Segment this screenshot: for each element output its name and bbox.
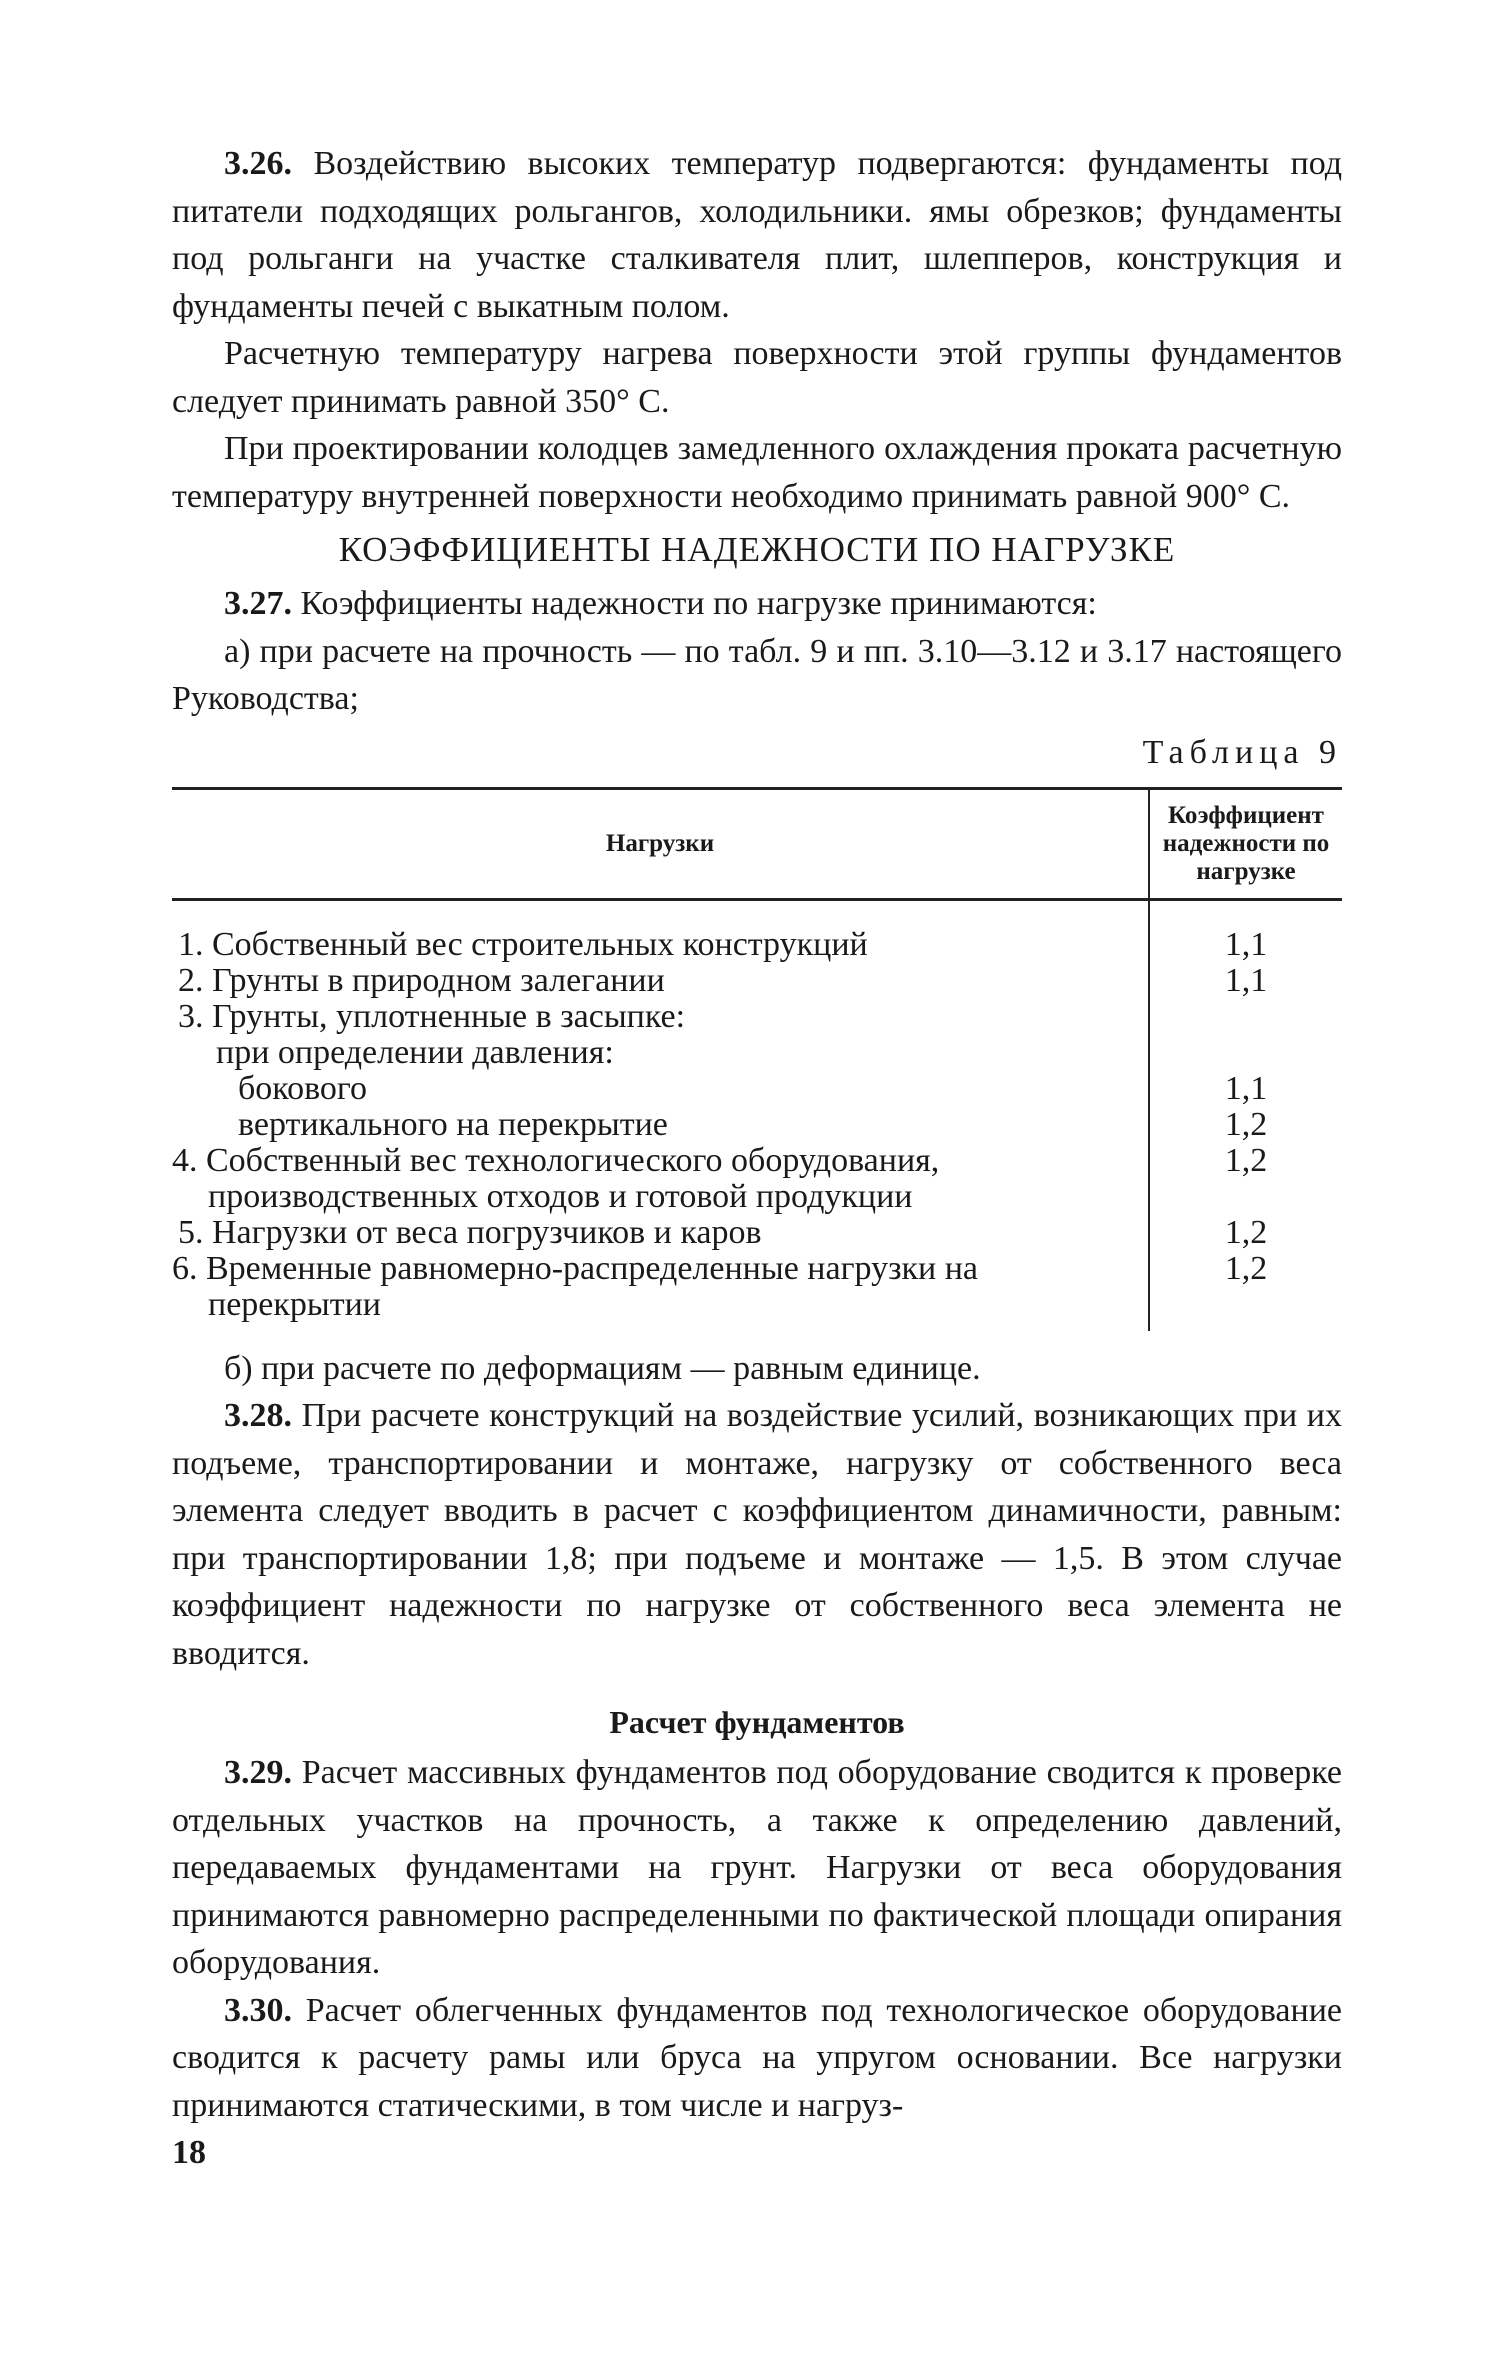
table-row	[172, 963, 1342, 999]
row-coefficient: 1,2	[1149, 1107, 1342, 1143]
table-row	[172, 1107, 1342, 1143]
paragraph-number: 3.28.	[224, 1397, 292, 1434]
row-label: при определении давления:	[216, 1033, 614, 1071]
paragraph-number: 3.26.	[224, 145, 292, 182]
paragraph-3-27-a: а) при расчете на прочность — по табл. 9 и пп. 3.10—3.12 и 3.17 настоящего Руководства;	[172, 632, 1342, 717]
paragraph-text: Воздействию высоких температур подвергаются: фундаменты под питатели подходящих рольгангов, холодильники. ямы обрезков; фундаменты под рольганги на участке сталкивателя плит, шлепперов, конструкция и фундаменты печей с выкатным полом.	[172, 145, 1343, 325]
row-coefficient	[1149, 999, 1342, 1035]
table-row	[172, 899, 1342, 963]
paragraph-text: Расчет массивных фундаментов под оборудование сводится к проверке отдельных участков на прочность, а также к определению давлений, передаваемых фундаментами на грунт. Нагрузки от веса оборудования принимаются равномерно распределенными по фактической площади опирания оборудования.	[172, 1754, 1342, 1981]
paragraph-text: Расчет облегченных фундаментов под технологическое оборудование сводится к расчету рамы или бруса на упругом основании. Все нагрузки принимаются статическими, в том числе и нагруз-	[172, 1991, 1343, 2124]
paragraph-number: 3.30.	[224, 1991, 292, 2029]
row-label: 4. Собственный вес технологического оборудования, производственных отходов и готовой продукции	[172, 1141, 940, 1215]
paragraph-number: 3.27.	[224, 585, 292, 622]
row-label: 6. Временные равномерно-распределенные нагрузки на перекрытии	[172, 1249, 979, 1323]
table-row	[172, 1251, 1342, 1331]
paragraph-3-29	[172, 1749, 1342, 1987]
row-label: бокового	[238, 1069, 368, 1107]
row-coefficient: 1,2	[1149, 1143, 1342, 1215]
row-label: вертикального на перекрытие	[238, 1105, 668, 1143]
table-row	[172, 1143, 1342, 1215]
row-coefficient: 1,1	[1149, 899, 1342, 963]
table-row	[172, 999, 1342, 1035]
paragraph-3-28	[172, 1392, 1342, 1677]
row-label: 3. Грунты, уплотненные в засыпке:	[178, 997, 686, 1035]
row-coefficient: 1,1	[1149, 963, 1342, 999]
column-header-loads: Нагрузки	[605, 829, 715, 857]
row-label: 2. Грунты в природном залегании	[178, 961, 665, 999]
paragraph-3-26-temperature: Расчетную температуру нагрева поверхности этой группы фундаментов следует принимать равной 350° С.	[172, 335, 1342, 420]
table-row	[172, 1215, 1342, 1251]
row-coefficient: 1,1	[1149, 1071, 1342, 1107]
document-page	[172, 140, 1342, 2173]
paragraph-3-26-wells: При проектировании колодцев замедленного охлаждения проката расчетную температуру внутренней поверхности необходимо принимать равной 900° С.	[172, 430, 1342, 515]
subsection-title: Расчет фундаментов	[609, 1704, 905, 1740]
table-row	[172, 1071, 1342, 1107]
table-caption: Таблица 9	[1142, 733, 1342, 771]
section-title: КОЭФФИЦИЕНТЫ НАДЕЖНОСТИ ПО НАГРУЗКЕ	[338, 530, 1176, 569]
table-9	[172, 787, 1342, 1331]
paragraph-3-27	[172, 580, 1342, 628]
paragraph-3-26	[172, 140, 1342, 330]
row-coefficient: 1,2	[1149, 1215, 1342, 1251]
table-row	[172, 1035, 1342, 1071]
row-coefficient	[1149, 1035, 1342, 1071]
page-number: 18	[172, 2134, 206, 2171]
row-label: 1. Собственный вес строительных конструкций	[178, 925, 868, 963]
row-label: 5. Нагрузки от веса погрузчиков и каров	[178, 1213, 762, 1251]
paragraph-number: 3.29.	[224, 1754, 292, 1791]
paragraph-text: При расчете конструкций на воздействие усилий, возникающих при их подъеме, транспортировании и монтаже, нагрузку от собственного веса элемента следует вводить в расчет с коэффициентом динамичности, равным: при транспортировании 1,8; при подъеме и монтаже — 1,5. В этом случае коэффициент надежности по нагрузке от собственного веса элемента не вводится.	[172, 1397, 1342, 1672]
paragraph-text: Коэффициенты надежности по нагрузке принимаются:	[300, 585, 1097, 622]
row-coefficient: 1,2	[1149, 1251, 1342, 1331]
paragraph-3-27-b: б) при расчете по деформациям — равным единице.	[224, 1349, 981, 1387]
column-header-coefficient: Коэффициент надежности по нагрузке	[1149, 788, 1342, 899]
paragraph-3-30	[172, 1987, 1342, 2130]
